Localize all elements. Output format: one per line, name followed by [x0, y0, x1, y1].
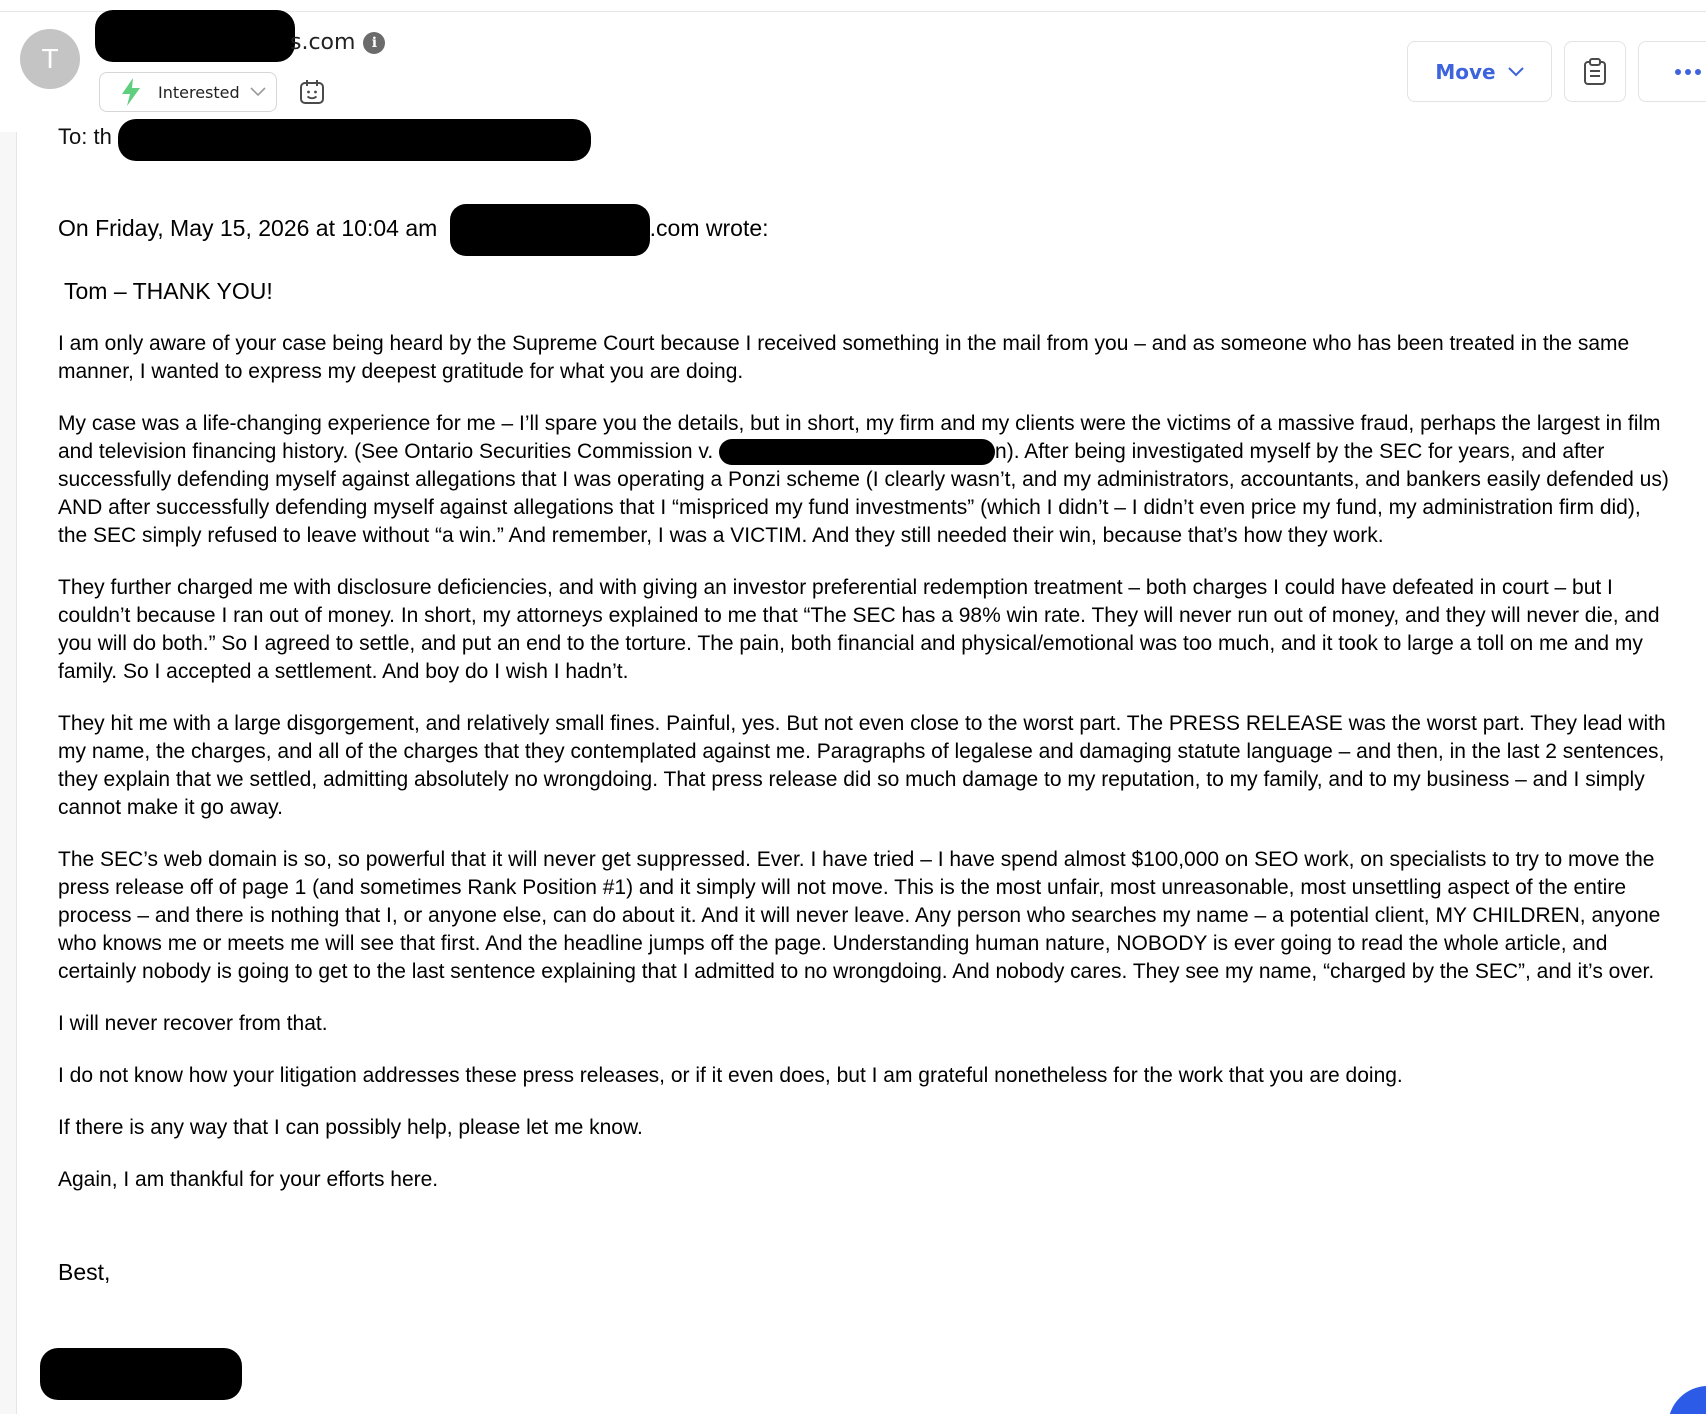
email-body: [58, 204, 1670, 1304]
paragraph-1: I am only aware of your case being heard by the Supreme Court because I received something in the mail from you – and as someone who has been treated in the same manner, I wanted to express my deepest gratitude for what you are doing.: [58, 332, 1630, 383]
move-label: Move: [1435, 59, 1496, 84]
quote-intro-after: .com wrote:: [649, 215, 769, 242]
greeting: Tom – THANK YOU!: [64, 278, 273, 304]
paragraph-5: The SEC’s web domain is so, so powerful that it will never get suppressed. Ever. I have tried – I have spend almost $100,000 on SEO work, on specialists to try to move the press release off of page 1 (and sometimes Rank Position #1) and it simply will not move. This is the most unfair, most unreasonable, most unsettling aspect of the entire process – and there is nothing that I, or anyone else, can do about it. And it will never leave. Any person who searches my name – a potential client, MY CHILDREN, anyone who knows me or meets me will see that first. And the headline jumps off the page. Understanding human nature, NOBODY is ever going to read the whole article, and certainly nobody is going to get to the last sentence explaining that I admitted to no wrongdoing. And nobody cares. They see my name, “charged by the SEC”, and it’s over.: [58, 848, 1661, 983]
paragraph-6: I will never recover from that.: [58, 1012, 328, 1035]
paragraph-9: Again, I am thankful for your efforts here.: [58, 1168, 439, 1191]
paragraph-2-before: My case was a life-changing experience for me – I’ll spare you the details, but in short, my firm and my clients were the victims of a massive fraud, perhaps the largest in film and television financing history. (See Ontario Securities Commission v.: [58, 412, 1661, 463]
sender-email-text: s.com: [290, 30, 356, 55]
paragraph-2-after: n). After being investigated myself by the SEC for years, and after successfully defending myself against allegations that I was operating a Ponzi scheme (I clearly wasn’t, and my administrators, accountants, and bankers easily defended us) AND after successfully defending myself against allegations that I “mispriced my fund investments” (which I didn’t – I didn’t even price my fund, my administration firm did), the SEC simply refused to leave without “a win.” And remember, I was a VICTIM. And they still needed their win, because that’s how they work.: [58, 440, 1669, 547]
more-options-button[interactable]: [1638, 41, 1706, 102]
paragraph-7: I do not know how your litigation addresses these press releases, or if it even does, but I am grateful nonetheless for the work that you are doing.: [58, 1064, 1403, 1087]
chevron-down-icon: [1508, 67, 1524, 77]
notes-button[interactable]: [1564, 41, 1626, 102]
quote-intro-before: On Friday, May 15, 2026 at 10:04 am: [58, 215, 438, 242]
to-line: [58, 122, 112, 152]
paragraph-3: They further charged me with disclosure deficiencies, and with giving an investor preferential redemption treatment – both charges I could have defeated in court – but I couldn’t because I ran out of money. In short, my attorneys explained to me that “The SEC has a 98% win rate. They will never run out of money, and they will never die, and you will do both.” So I agreed to settle, and put an end to the torture. The pain, both financial and physical/emotional was too much, and it took to large a toll on me and my family. So I accepted a settlement. And boy do I wish I hadn’t.: [58, 576, 1660, 683]
paragraph-2: [58, 410, 1670, 550]
to-prefix: To: th: [58, 124, 112, 149]
paragraph-4: They hit me with a large disgorgement, and relatively small fines. Painful, yes. But not even close to the worst part. The PRESS RELEASE was the worst part. They lead with my name, the charges, and all of the charges that they contemplated against me. Paragraphs of legalese and damaging statute language – and then, in the last 2 sentences, they explain that we settled, admitting absolutely no wrongdoing. That press release did so much damage to my reputation, to my family, and to my business – and I simply cannot make it go away.: [58, 712, 1666, 819]
redacted-recipient: [118, 119, 591, 161]
sign-off: Best,: [58, 1259, 111, 1285]
calendar-smile-icon[interactable]: [298, 78, 326, 106]
redacted-sender-name: [95, 10, 295, 62]
floating-action-button[interactable]: [1668, 1386, 1706, 1414]
sender-email[interactable]: [290, 30, 385, 55]
redacted-case-name: [719, 439, 995, 465]
left-gutter: [0, 132, 17, 1414]
clipboard-icon: [1583, 58, 1607, 86]
sender-avatar: T: [20, 29, 80, 89]
redacted-signature: [40, 1348, 242, 1400]
status-label: Interested: [158, 82, 240, 102]
paragraph-8: If there is any way that I can possibly help, please let me know.: [58, 1116, 643, 1139]
quote-intro: [58, 204, 1670, 256]
move-button[interactable]: [1407, 41, 1552, 102]
status-dropdown[interactable]: [99, 72, 277, 112]
lightning-bolt-icon: [120, 78, 142, 106]
redacted-quoted-sender: [450, 204, 650, 256]
more-dots-icon: [1675, 69, 1701, 75]
chevron-down-icon: [250, 87, 266, 97]
info-icon[interactable]: i: [363, 32, 385, 54]
